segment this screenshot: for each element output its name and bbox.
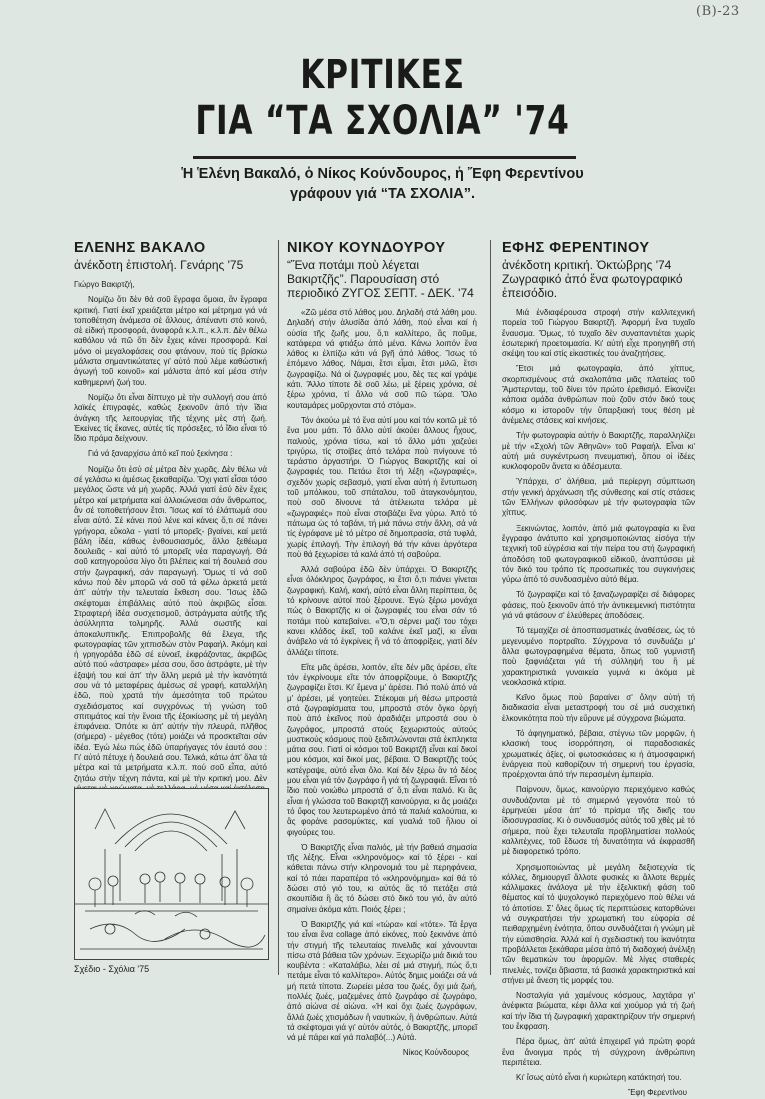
paragraph: Πέρα ὅμως, ἀπ' αὐτά ἐπιχειρεῖ γιά πρώτη φορά ἕνα ἄνοιγμα πρός τή σύγχρονη ἀνθρώπινη περιπέτεια.	[502, 1037, 695, 1067]
paragraph: Τόν ἀκούω μὲ τό ἕνα αὐτί μου καί τόν κοιτῶ μὲ τό ἕνα μου μάτι. Τό ἄλλο αὐτί ἀκούει ἄλλους ἤχους, παλιούς, χρόνια τίσω, καί τό ἄλλο μάτι χαζεύει τριγύρω, τίς στοίβες ἀπό τελάρα ποὺ πνίγουνε τό τεράστιο ἀργαστήρι. Ὁ Γιώργος Βακιρτζῆς καί οἱ ζωγραφιές του. Πετάω ἔτσι τή λέξη «ζωγραφιές», σχεδόν χωρίς σεβασμό, γιατί εἶναι αὐτή ἡ ἔντυπωση τοῦ μπόλικου, τοῦ σπάταλου, τοῦ ἀταγκονόμητου, ποὺ σοῦ δίνουνε τά ἀτέλειωτα τελάρα μὲ «ζωγραφιές» ποὺ εἶναι στοιβάζει ἕνα γύρω. Ἀπό τό πάτωμα ὡς τό ταβάνι, τή μιά πάνω στήν ἄλλη, σά νά τίς ἐγράφανε μὲ τό μέτρο σέ δημοπρασία, στά τυφλά, χωρίς ἐπιλογή. Τὴν ἐπιλογή θά τήν κάνει ἀργότερα ποὺ θά ξεχωρίσει τά καλά ἀπό τή σαβούρα.	[287, 415, 477, 559]
headline-line-1: ΚΡΙΤΙΚΕΣ	[300, 52, 465, 98]
paragraph: Ξεκινώντας, λοιπόν, ἀπό μιά φωτογραφία κι ἕνα ἔγγραφο ἀνάτυπο καί χρησιμοποιώντας εἰσόγα τήν τεχνική τοῦ εὐγρέσια καί τήν πείρα του στή ζωγραφική ἀποδόση τοῦ φωτογραφικοῦ εἰδικοῦ, ἀναπτύσσει μὲ τόν δικό του τρόπο τίς προσωπικές του συγκινήσεις γύρω ἀπό τό συνδυασμένο αὐτό θέμα.	[502, 523, 695, 585]
signature-name: Ἔφη Φερεντίνου	[627, 1088, 687, 1098]
column-koundouros	[287, 240, 477, 1059]
paragraph: «Ζῶ μέσα στό λάθος μου. Δηλαδή στά λάθη μου. Δηλαδή στήν ἀλυσίδα ἀπό λάθη, πού εἶναι καί ἡ οὐσία τῆς ζωῆς μου, ὅ,τι καλλίτερο, ἂς ποῦμε, κατάφερα νά φτιάξω ἀπό μένα. Κάνω λοιπόν ἕνα λάθος κι ἐλπίζω κάτι νά βγῆ ἀπό λάθος. Ἴσως τό ἑπόμενο λάθος. Νάμαι, ἔτσι εἶμαι, ἔτσι μιλῶ, ἔτσι ζωγραφίζω. Νά οἱ ζωγραφιές μου, δὲς τες καί γράψε κάτι. Ἄλλο τίποτε δὲ σοῦ λέω, μὲ ξέρεις χρόνια, σέ ξέρω χρόνια, τί ἄλλο νά σοῦ πῶ τώρα. Ὅλο κουταμάρες μοῦρχονται στό στόμα».	[287, 308, 477, 410]
paragraph: Τό ἀφηγηματικό, βέβαια, στέγνω τῶν μορφῶν, ἡ κλασική τους ἰσορρόπηση, οἱ παραδοσιακές χρωματικές ἀξίες, οἱ φωτοσκιάσεις κι ἡ ἀτμοσφαιρική ἐνάργεια ποὺ καθορίζουν τή σημερινή του ἐργασία, προέρχονται ἀπό τήν περασμένη ἐμπειρία.	[502, 728, 695, 780]
paragraph: Νοσταλγία γιά χαμένους κόσμους, λαχτάρα γι' ἀνέφικτα βιώματα, κέφι ἄλλα καί χιούμορ γιά τή ζωή καί τήν ἴδια τή ζωγραφική χαρακτηρίζουν τήν σημερινή του ἔκφραση.	[502, 991, 695, 1031]
paragraph: Νομίζω ὅτι ἐσύ σέ μέτρα δὲν χωρᾶς. Δὲν θέλω νά σέ γελάσω κι ἀμέσως ξεκαθαρίζω. Ὄχι γιατί εἶσαι τόσο μεγάλος ὥστε νά μή χωρᾶς. Ἀλλά γιατί ἐσύ δὲν ἔχεις μέτρο καί μετρήματα καί ἀλλοιώνεσαι σάν ἄνθρωπος, ἂν σέ τοποθετήσουν ἔτσι. Ἴσως καί τό ἐλάττωμά σου εἶναι αὐτό. Σέ κάνει πού λένε καί κάνεις ὅ,τι σέ πάνει γρήγορα, εὔκολα - γιατί τό μπορεῖς- βγαίνει, καί μετά βάλη ἰδέα, κάθως ἐνθουσιασμός, ἄλλο ξεθέωμα δουλειᾶς - καί αὐτό τό μπορεῖς νέα παραγωγή. Θά σοῦ κατηγορούσα λίγο ὅτι βλέπεις καί τή δουλειά σου στήν ζωγραφική, σάν παραγωγή. Ὅμως τί νά σοῦ κάνω πού δὲν μπορῶ νά σοῦ τά φέλω ἀρκετά μετά ἀπ' αὐτήν τὴν τελευταία ἔκθεση σου. Ἴσως ἐδῶ σκέφτομαι ἐπιβάλλεις αὐτό ποὺ ἀκριβῶς εἶσαι. Στραφτερή ἰδέα συσχετισμοῦ, ἀστράγματα αὐτῆς τῆς ἀσύλληπτα τολμηρῆς. Ἀλλά σωστῆς καί ἀποκαλυπτικῆς. Ἐπιπροβολῆς θά ἔλεγα, τῆς φωτογραφίας τῶν χιτπισδών στὸν Ραφαήλ. Ἀκόμη καί ἡ γρηγοράδα ἐδῶ σέ εὐνοεῖ, ἐκφράζοντας, ἀκριβῶς αὐτό πού «ἀστραφε» μέσα σου, ὅσο ἀστράφτε, μὲ τὴν ἐξαψή του καί ἀπ' τὴν ἄλλη μεριά μὲ τὴν ἱκανότητά σου νά τό μεταφέρεις ἀμέσως σέ γραφή, καταλλήλη ἐδῶ, ποὺ χρατά τήν ἀμεσότητα τοῦ πρώτου σχεδιάσματος καί συγχρόνως τή γνώση τοῦ σπιτιμάτος καί τὴν ἔνοια τῆς ἐξοικίωσης μὲ τή μεγάλη ἐπιφάνεια. Ὁπότε κι ἀπ' αὐτήν τὴν πλευρά, πλῆθος (σήμερα) - μέγεθος (τότε) μοιάζει νά προσκτεῖται σάν ἰδέα. Ἐγώ λέω πώς ἐδῶ ὑπαρήγαγες τόν ἑαυτό σου : Γι' αὐτό πέτυχε ἡ δουλειά σου. Τελικά, κάτω ἀπ' ὅλα τά μέτρα καί τά μετρήματα κ.λ.π. πού σοῦ εἶπα, αὐτό ζητάω στὴν τέχνη πάντα, καί μὲ τὴν κριτική μου. Δὲν	[74, 464, 267, 783]
sketch-drawing	[75, 789, 268, 959]
sketch-caption: Σχέδιο - Σχόλια '75	[74, 964, 150, 974]
column-subtitle: ἀνέκδοτη κριτική. Ὀκτώβρης '74 Ζωγραφικό ἀπό ἕνα φωτογραφικό ἐπεισόδιο.	[502, 258, 683, 300]
paragraph: Τό τεμαχίζει σέ ἀποσπασματικές ἀναθέσεις, ὡς τό μεγενυμένο πορτραῖτο. Σύγχρονα τό συνδυάζει μ' ἄλλα φωτογραφημένα θέματα, ὅπως τοῦ γυμνιστῆ ποὺ ξαφνιάζεται γιά τή σύλληψή του ἢ μὲ χαρακτηριστικά γυναικεία γυμνά κι ἀκόμα μὲ νεοκλασικά κτίρια.	[502, 626, 695, 687]
column-subtitle: ἀνέκδοτη ἐπιστολή. Γενάρης '75	[74, 258, 244, 272]
paragraph: Ὁ Βακιρτζῆς γιά καί «τώρα» καί «τότε». Τά ἔργα του εἶναι ἕνα collage ἀπό εἰκόνες, ποὺ ξεκινάνε ἀπό τήν στιγμή τῆς τελευταίας πινελιᾶς καί χάνουνται πίσω στά βάθεια τῶν χρόνων. Ξεχωρίζω μιά δικιά του κουβέντα : «Καταλάβω, λέει σέ μιά στιγμή, πώς ὅ,τι πετάμε εἶναι τό καλλίτερο». Αὐτός δημις μοιάζει σά νά μή πετά τίποτα. Ζωρείει μέσα του ζωές, ὄχι μιά ζωή, πολλές ζωές, μαζεμένες ἀπό ζωγράφο σέ ζωγράφο, ἀπό αἰώνα σέ αἰώνα. «Ἡ καί ὄχι ζωές ζωγράφων, ἄλλά ζωές χτισμάδων ἢ ναυτικών, ἢ ἀνθρώπων. Αὐτά τά σκέφτομαι γιά γι' αὐτόν αὐτός, ὁ Βακιρτζῆς, μπορεῖ νά μέ πάρει καί γιά παλαβό(...) Αὐτά.	[287, 919, 477, 1043]
paragraph: Κεῖνο ὅμως ποὺ βαραίνει σ' ὅλην αὐτή τή διαδικασία εἶναι μεταστροφή του σέ μιά συσχετική ἐλκονικότητα ποὺ τήν εὔρυνε μέ σύγχρονα βιώματα.	[502, 693, 695, 723]
column-subtitle: “Ἕνα ποτάμι ποὺ λέγεται Βακιρτζῆς”. Παρουσίαση στό περιοδικό ΖΥΓΟΣ ΣΕΠΤ. - ΔΕΚ. '74	[287, 258, 474, 300]
paragraph: Ὁ Βακιρτζῆς εἶναι παλιός, μὲ τήν βαθειά σημασία τῆς λέξης. Εἶναι «κληρονόμος» καί τό ξέρει - καί κάθεται πάνω στήν κληρονομιά του μὲ περηφάνεια, καί τό πάει παραπέρα τό «κληρονόμημα» καί θά τό δώσει στό γιό του, κι αὐτός ἂς τό πετάξει στά σκουπίδια ἢ ἂς τό δώσει στό δικό του γιό, ἂν αὐτό σημαίνει ἀκόμα κάτι. Ποιός ξέρει ;	[287, 842, 477, 914]
column-author: ΕΦΗΣ ΦΕΡΕΝΤΙΝΟΥ	[502, 240, 650, 256]
column-author: ΕΛΕΝΗΣ ΒΑΚΑΛΟ	[74, 240, 206, 256]
paragraph: Εἴτε μᾶς ἀρέσει, λοιπόν, εἴτε δέν μᾶς ἀρέσει, εἴτε τόν ἐγκρίνουμε εἴτε τόν ἀποφρίζουμε, ὁ Βακιρτζῆς ζωγραφίζει ἔτσι. Κι' ἔμενα μ' ἀρέσει. Πιό πολύ ἀπό νά μ' ἀρέσει, μέ γοητεύει. Στέκομαι μή θέσω μπροστά στά ζωγραφίσματα του, μπροστά στόν ὄγκο ὁργή ποὺ ἀπό ἐκεῖνος ποὺ ἀραδιάζει μπροστά σου ὁ ζωγράφος, μπροστά στούς ξεχωριστούς αὐτούς μυστικούς κόσμους ποὺ ξεδιπλώνονται στά ἐκπληκτα μάτια σου. Γιατί οἱ κόσμοι τοῦ Βακιρτζῆ εἶναι καί δικοί μου κόσμοι, καί δικοί μας, βέβαια. Ὁ Βακιρτζῆς τούς κατέγραψε, αὐτό εἶναι ὅλο. Καί δέν ξέρω ἂν τό δέος μου εἶναι γιά τόν ζωγράφο ἢ γιά τή ζωγραφιά. Εἶναι τό ἴδιο ποὺ νοιώθω μπροστά σ' ὅ,τι εἶναι παλιό. Κι ἂς εἶναι ἡ γλώσσα τοῦ Βακιρτζῆ καινούργια, κι ἂς μοιάζει τό ὕφος του λευτερωμένο ἀπό τά παλιά καλούπια, κι ἂς φοράνε ρασομύκτες, καί γυαλιά τοῦ ἥλιου οἱ φιγούρες του.	[287, 662, 477, 837]
headline-line-2: ΓΙΑ “ΤΑ ΣΧΟΛΙΑ” '74	[195, 98, 570, 144]
sketch-illustration	[74, 788, 269, 960]
column-divider	[278, 240, 279, 975]
signature-name: Νίκος Κούνδουρος	[402, 1048, 469, 1058]
column-ferentinou	[502, 240, 695, 1099]
intro-line-2: γράφουν γιά “ΤΑ ΣΧΟΛΙΑ”.	[290, 186, 475, 202]
paragraph: Παίρνουν, ὅμως, καινούργιο περιεχόμενο καθώς συνδυάζονται μὲ τό σημερινό γεγονότα ποὺ τό ἐρμηνεύει μέσα ἀπ' τό πρίσμα τῆς δικῆς του ἰδιοσυγρασίας. Κι ὁ συνδυασμός αὐτός τοῦ χθὲς μὲ τό σήμερα, ποὺ ἔχει τελευταῖα προβληματίσει πολλούς καλλιτέχνες, τοῦ ἔδωσε τή δυνατότητα νά ἐκφρασθῆ μὲ διαφορετικό τρόπο.	[502, 785, 695, 857]
paragraph: Μιά ἐνδιαφέρουσα στροφή στήν καλλιτεχνική πορεία τοῦ Γιώργου Βακιρτζῆ. Ἀφορμή ἕνα τυχαῖο ἔναυσμα. Ὅμως, τό τυχαῖο δὲν συναπαντιέται χωρίς ἐσωτερική προετοιμασία. Κι' αὐτή εἶχε προηγηθῆ στή σκέψη του καί στίς εἰκαστικές του ἀναζητήσεις.	[502, 308, 695, 359]
intro-line-1: Ἡ Ἑλένη Βακαλό, ὁ Νίκος Κούνδουρος, ἡ Ἔφη Φερεντίνου	[181, 166, 584, 182]
paragraph: Τό ζωγραφίζει καί τό ξαναζωγραφίζει σέ διάφορες φάσεις, ποὺ ξεκινοῦν ἀπό τήν ἀντικειμενική πιστότητα γιά νά φτάσουν σ' ἐλεύθερες ἀποδόσεις.	[502, 590, 695, 621]
paragraph: Νομίζω ὅτι εἶναι δίπτυχο μὲ τὴν συλλογή σου ἀπό λαϊκές ἐπιγραφές, καθώς ξεκινοῦν ἀπό τὴν ἴδια ἀνάγκη τῆς λειτουργίας τῆς τέχνης μὲς στή ζωή. Ἐκείνες τίς ἔκανες, αὐτές τίς πρόσεξες, τό ἴδιο εἶναι τό ἴδιο πράμα δείχνουν.	[74, 392, 267, 444]
paragraph: Ἀλλά σαβούρα ἐδῶ δὲν ὑπάρχει. Ὁ Βακιρτζῆς εἶναι ὁλόκληρος ζωγράφος, κι ἔτσι ὅ,τι πιάνει γίνεται ζωγραφική. Καλή, κακή, αὐτό εἶναι ἄλλη περίπτεια, ὃς τό κρίνουνε αὐτοί ποὺ ξέρουνε. Ἐγώ ξέρω μονάχα πώς ὁ Βακιρτζῆς κι οἱ ζωγραφιές του εἶναι σάν τό ποτάμι ποὺ κατεβαίνει. «Ὅ,τι σέρνει μαζί του τόχει κανει κλάδος ἐκεῖ, τοῦ καλάνε ἐκεῖ μαζί, κι εἶναι ἀνάβελο νά τό ἐγκρίνεις ἢ νά τό ἀποφρίξεις, γιατί δέν ἀλλάζει τίποτε.	[287, 565, 477, 657]
paragraph: Κι' ἴσως αὐτό εἶναι ἡ κυριώτερη κατάκτησή του.	[516, 1073, 682, 1083]
paragraph: Ἔτσι μιά φωτογραφία, ἀπό χίτπυς, σκορπισμένους στά σκαλοπάτια μιᾶς πλατείας τοῦ Ἄμστερνταμ, τοῦ δίνει τόν πρώτο ἐρεθισμό. Εἰκονίζει κάποια ομάδα ἀνθρώπων ποὺ ζοῦν στόν δικό τους κόσμο κι ἱστοροῦν τήν ὕπαρξιακή τους θέση μὲ ἀνέμελες στάσεις καί κινήσεις.	[502, 364, 695, 425]
paragraph: Γιώργο Βακιρτζή,	[74, 280, 135, 289]
paragraph: Νομίζω ὅτι δὲν θά σοῦ ἔγραφα ὅμοια, ἂν ἔγραφα κριτική. Γιατί ἐκεῖ χρειάζεται μέτρο καί μέτρημα γιά νά τοποθέτηση ἀνάμεσα σὲ ἄλλους, ἀπέναντι στό κοινό, σὲ εἰδική προσφορά, ἀναφορά κ.λ.π., κ.λ.π. Δὲν θέλω καθόλου νά πῶ ὅτι δὲν ἔχεις κάνει προσφορά. Καί μόνο οἱ μεγαλοφάσεις σου φτάνουν, πού τίς βρίσκω μάλιστα σημαντικώτατες γι' αὐτό πού λέμε καθώστική ἀγωγή τοῦ κοινοῦ» καί μάλιστα ἀπό καί μέσα στὴν καθημερινή ζωή του.	[74, 295, 267, 387]
headline-divider	[193, 156, 576, 159]
paragraph: Ὑπάρχει, σ' ἀλήθεια, μιά περίεργη σύμπτωση στήν γενική ἀρχάνωση τῆς σύνθεσης καί στίς στάσεις τῶν Ἑλλήνων φιλοσόφων μὲ τήν φωτογραφία τῶν χίτπυς.	[502, 477, 695, 518]
paragraph: Τήν φωτογραφία αὐτήν ὁ Βακιρτζῆς, παραλληλίζει μὲ τήν «Σχολή τῶν Ἀθηνῶν» τοῦ Ραφαήλ. Εἶναι κι' αὐτή μιά συγκέντρωση πνευματική, ὅπου οἱ ἰδέες κυκλοφοροῦν ἄνετα κι ἀδέσμευτα.	[502, 431, 695, 472]
paragraph: Χρησιμοποιώντας μὲ μεγάλη δεξιοτεχνία τίς κόλλες, δημιουργεῖ ἄλλοτε φυσικές κι ἄλλοτε θερμές κάλλιμακες ἀνάλογα μὲ τήν ἐξελικτική φάση τοῦ θέματος καί τό ψυχολογικό περιεχόμενο ποὺ θέλει νά τό ἀποτίσει. Σ' ὅλες ὅμως τίς περιπτώσεις κατορθώνει νά συγκρατήσει τήν χρωματική του εὐφορία σέ πειθαρχημένη ἐνότητα, ὅπου συνδυάζεται ἡ γνώμη μὲ τήν εὐαισθησία. Ἀλλά καί ἡ σχεδιαστική του ἱκανότητα προβάλλεται ξεκάθαρα μέσα ἀπό τή διαδοχική ἀνέλιξη τῶν θεματικών του ἀφορμῶν. Μὲ λίγες σταθερές πινελιές, τονίζει ἄβιαστα, τά βασικά χαρακτηριστικά καί στήνει μὲ ἄνεση τίς μορφές του.	[502, 862, 695, 985]
archive-handwritten-note: (B)-23	[696, 4, 740, 19]
column-divider	[490, 240, 491, 975]
column-author: ΝΙΚΟΥ ΚΟΥΝΔΟΥΡΟΥ	[287, 240, 446, 256]
column-vakalo	[74, 240, 267, 854]
paragraph: Γιά νά ξαναρχίσω ἀπό κεῖ πού ξεκίνησα :	[88, 449, 233, 459]
